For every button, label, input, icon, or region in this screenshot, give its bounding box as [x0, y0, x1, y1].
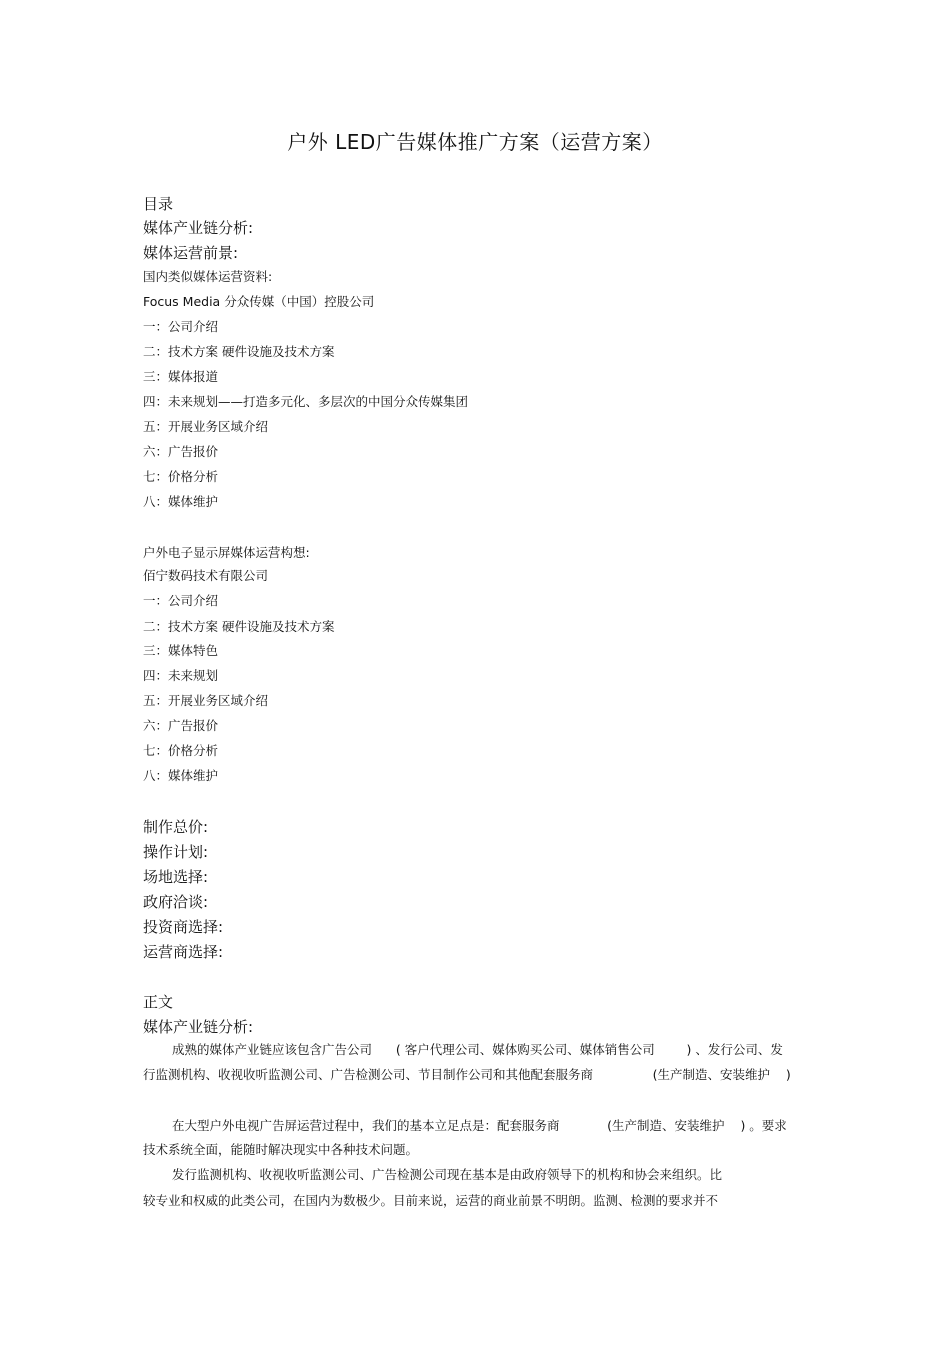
toc-item: 佰宁数码技术有限公司: [143, 568, 269, 583]
body-subheading: 媒体产业链分析:: [143, 1018, 254, 1036]
toc-item: 五：开展业务区域介绍: [143, 419, 269, 434]
toc-item: 二：技术方案 硬件设施及技术方案: [143, 344, 335, 359]
toc-item: 媒体产业链分析:: [143, 219, 254, 237]
toc-item: 七：价格分析: [143, 743, 219, 758]
toc-item: 户外电子显示屏媒体运营构想:: [143, 545, 310, 560]
paragraph-line: 发行监测机构、收视收听监测公司、广告检测公司现在基本是由政府领导下的机构和协会来组织。比: [172, 1167, 723, 1182]
toc-item: 三：媒体特色: [143, 643, 219, 658]
toc-item: 八：媒体维护: [143, 768, 219, 783]
toc-item: 八：媒体维护: [143, 494, 219, 509]
toc-item: 六：广告报价: [143, 444, 219, 459]
toc-item: 四：未来规划——打造多元化、多层次的中国分众传媒集团: [143, 394, 469, 409]
paragraph-line: 行监测机构、收视收听监测公司、广告检测公司、节目制作公司和其他配套服务商 (生产制造、安装维护 ): [143, 1067, 791, 1082]
toc-item: 四：未来规划: [143, 668, 219, 683]
toc-item: 制作总价:: [143, 818, 209, 836]
document-title: 户外 LED广告媒体推广方案（运营方案）: [287, 130, 663, 154]
paragraph-line: 技术系统全面，能随时解决现实中各种技术问题。: [143, 1142, 419, 1157]
toc-item: 操作计划:: [143, 843, 209, 861]
toc-item: 五：开展业务区域介绍: [143, 693, 269, 708]
toc-item: 二：技术方案 硬件设施及技术方案: [143, 619, 335, 634]
toc-item: 运营商选择:: [143, 943, 224, 961]
toc-item: 三：媒体报道: [143, 369, 219, 384]
toc-item: 政府洽谈:: [143, 893, 209, 911]
toc-item: 场地选择:: [143, 868, 209, 886]
toc-item: 六：广告报价: [143, 718, 219, 733]
toc-heading: 目录: [143, 195, 174, 213]
toc-item: 七：价格分析: [143, 469, 219, 484]
toc-item: 媒体运营前景:: [143, 244, 239, 262]
toc-item: 一：公司介绍: [143, 319, 219, 334]
toc-item: 国内类似媒体运营资料:: [143, 269, 273, 284]
paragraph-line: 较专业和权威的此类公司，在国内为数极少。目前来说，运营的商业前景不明朗。监测、检测的要求并不: [143, 1193, 719, 1208]
paragraph-line: 成熟的媒体产业链应该包含广告公司 ( 客户代理公司、媒体购买公司、媒体销售公司 ) 、发行公司、发: [172, 1042, 783, 1057]
toc-item: 投资商选择:: [143, 918, 224, 936]
paragraph-line: 在大型户外电视广告屏运营过程中，我们的基本立足点是：配套服务商 (生产制造、安装维护 ) 。要求: [172, 1118, 787, 1133]
toc-item: Focus Media 分众传媒（中国）控股公司: [143, 294, 375, 309]
toc-item: 一：公司介绍: [143, 593, 219, 608]
body-heading: 正文: [143, 993, 174, 1011]
